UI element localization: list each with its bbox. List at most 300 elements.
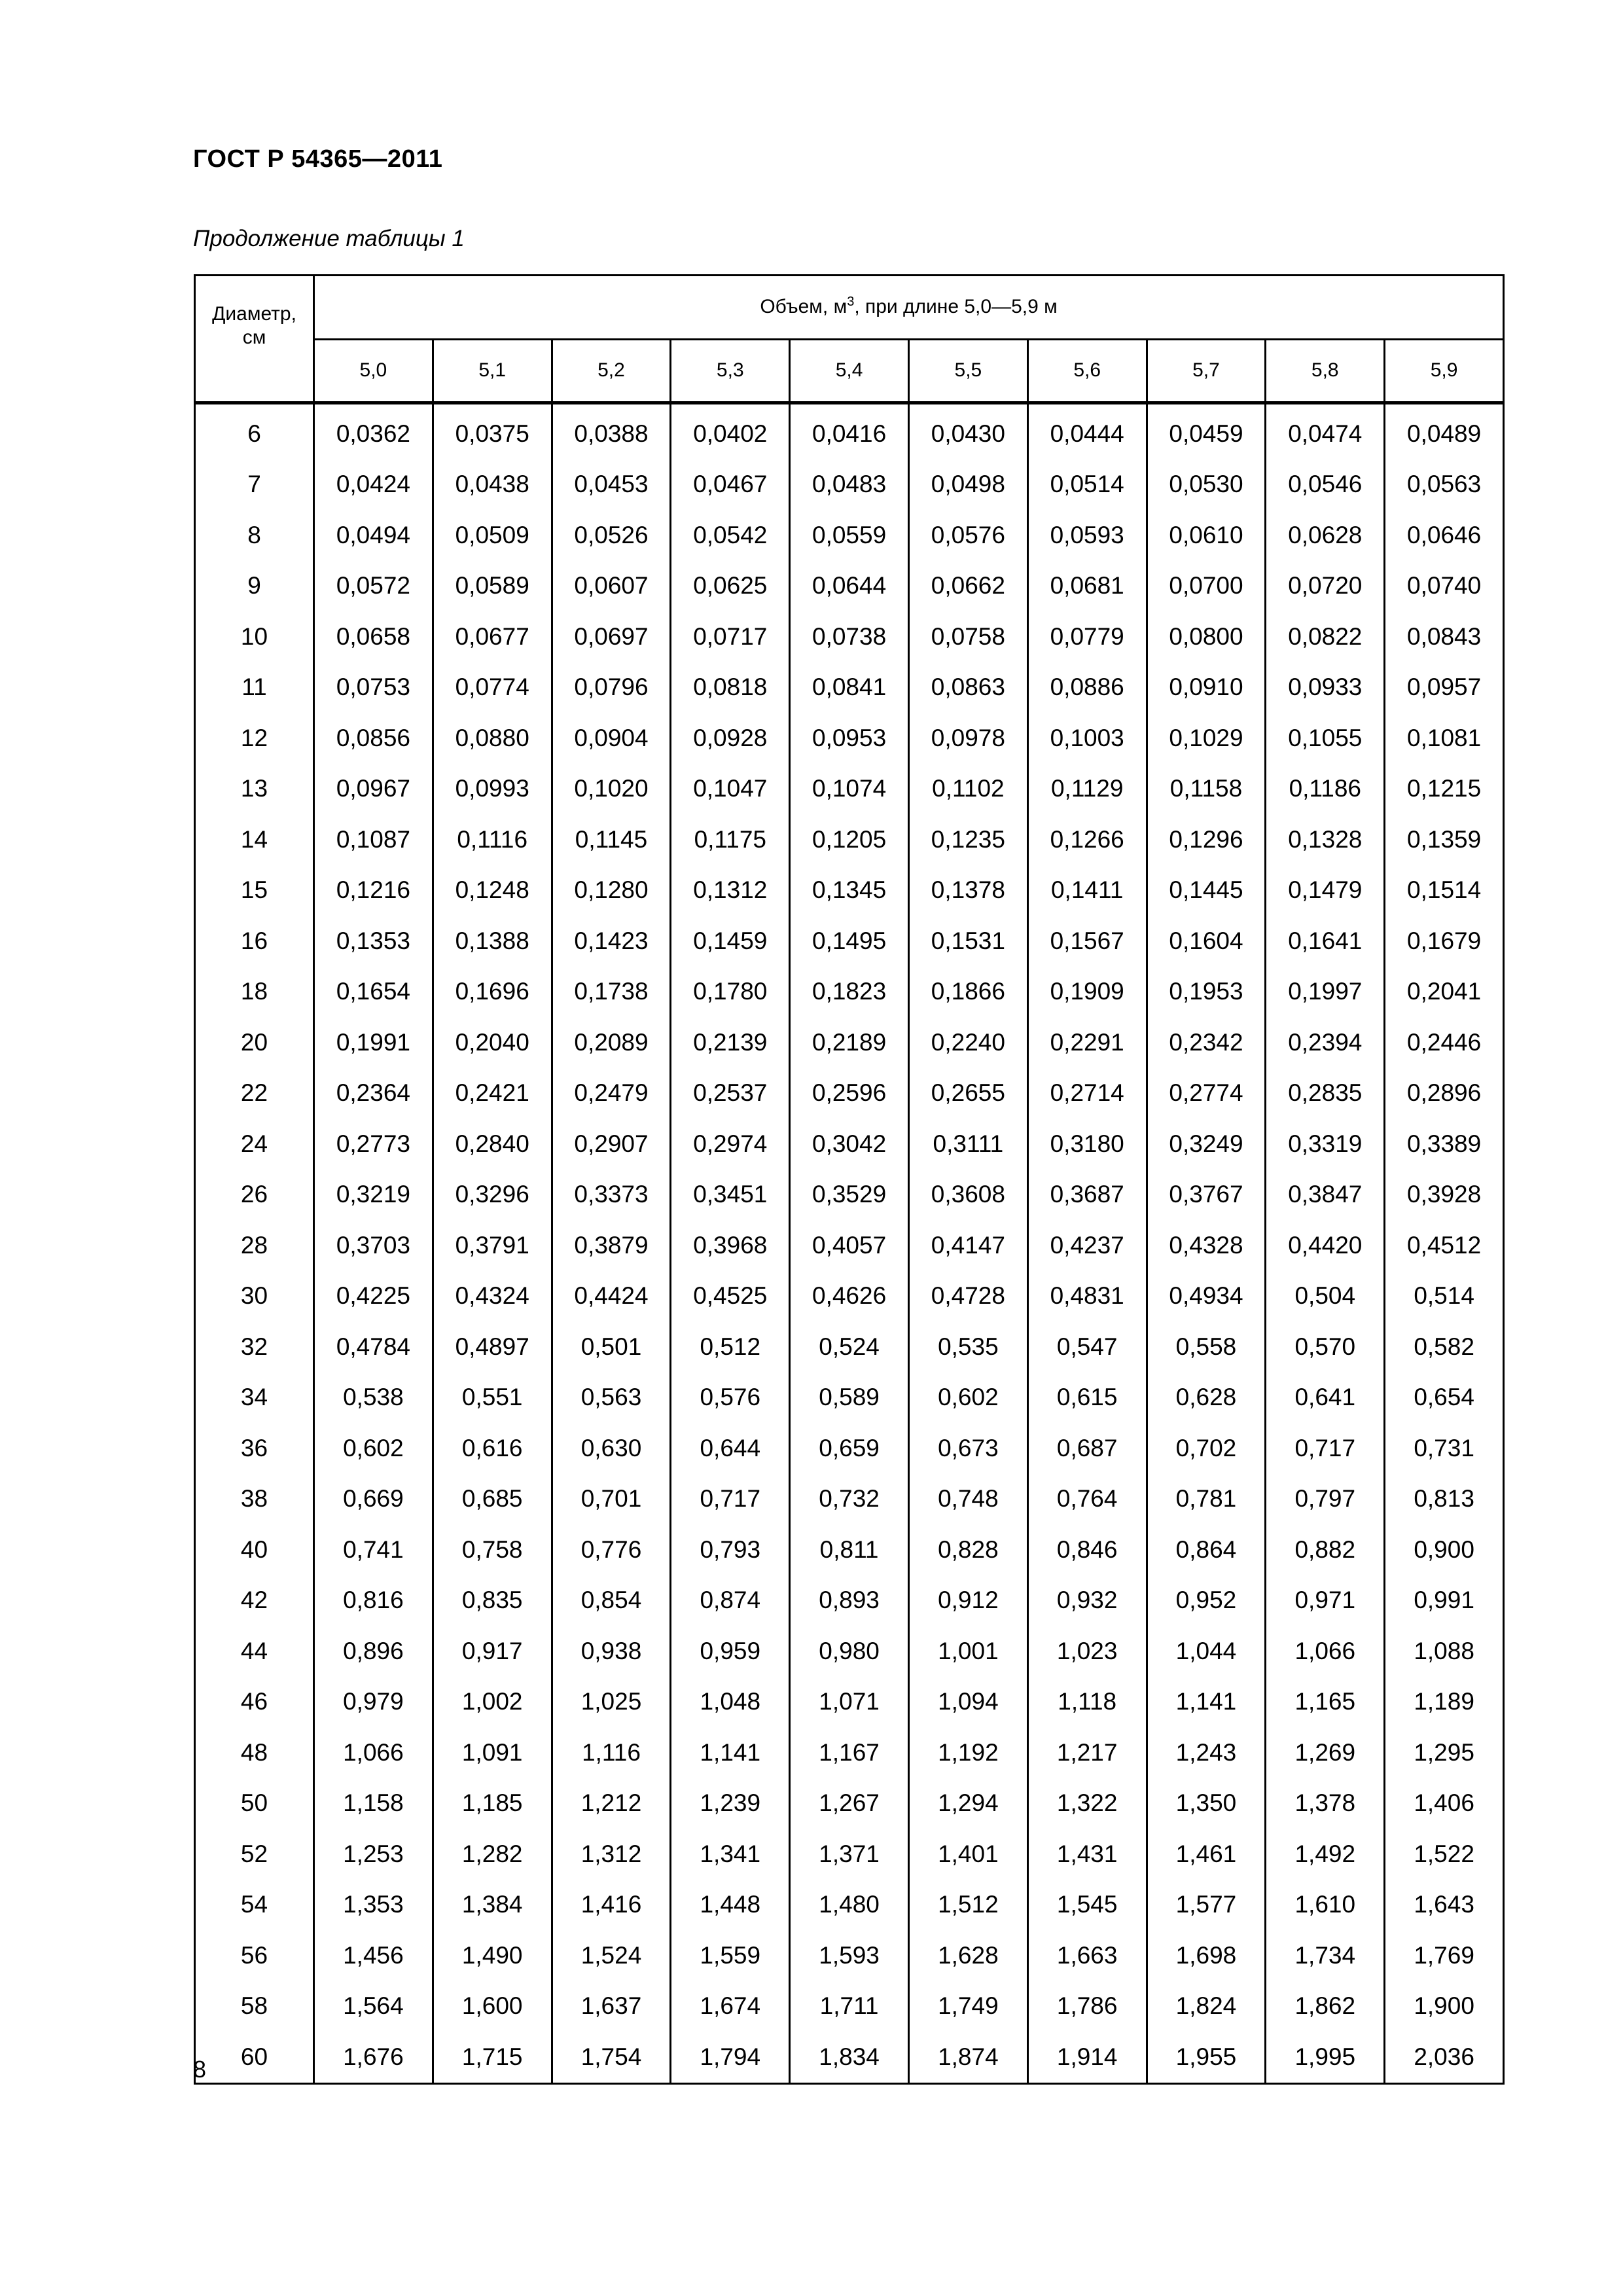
volume-cell: 0,514 [1385, 1271, 1504, 1322]
volume-cell: 0,3791 [433, 1220, 552, 1271]
volume-cell: 1,239 [671, 1778, 790, 1829]
volume-cell: 0,0542 [671, 510, 790, 561]
volume-cell: 1,001 [908, 1626, 1027, 1677]
diameter-cell: 14 [195, 814, 314, 865]
diameter-cell: 42 [195, 1575, 314, 1626]
diameter-cell: 26 [195, 1170, 314, 1221]
volume-cell: 0,2774 [1147, 1068, 1266, 1119]
volume-cell: 0,1909 [1027, 967, 1147, 1018]
volume-cell: 0,576 [671, 1372, 790, 1424]
volume-cell: 1,490 [433, 1930, 552, 1981]
volume-cell: 0,1116 [433, 814, 552, 865]
volume-cell: 0,864 [1147, 1524, 1266, 1575]
volume-cell: 0,900 [1385, 1524, 1504, 1575]
diameter-cell: 46 [195, 1677, 314, 1728]
diameter-cell: 22 [195, 1068, 314, 1119]
volume-cell: 0,3879 [552, 1220, 671, 1271]
volume-cell: 0,0625 [671, 561, 790, 612]
volume-cell: 0,0424 [314, 459, 433, 511]
volume-cell: 0,685 [433, 1474, 552, 1525]
volume-cell: 0,2040 [433, 1017, 552, 1068]
volume-cell: 0,1823 [790, 967, 909, 1018]
volume-cell: 0,1641 [1266, 916, 1385, 967]
table-row [195, 1170, 1504, 1221]
volume-cell: 0,2835 [1266, 1068, 1385, 1119]
length-header-cell: 5,7 [1147, 339, 1266, 403]
volume-cell: 1,141 [1147, 1677, 1266, 1728]
volume-cell: 0,538 [314, 1372, 433, 1424]
volume-cell: 1,600 [433, 1981, 552, 2032]
volume-cell: 0,0779 [1027, 611, 1147, 662]
diameter-cell: 11 [195, 662, 314, 713]
volume-cell: 0,1567 [1027, 916, 1147, 967]
volume-cell: 0,781 [1147, 1474, 1266, 1525]
diameter-cell: 13 [195, 764, 314, 815]
volume-cell: 0,979 [314, 1677, 433, 1728]
volume-cell: 0,0489 [1385, 403, 1504, 459]
volume-cell: 0,932 [1027, 1575, 1147, 1626]
volume-cell: 0,702 [1147, 1423, 1266, 1474]
table-row [195, 1321, 1504, 1372]
volume-header-suffix: , при длине 5,0—5,9 м [854, 296, 1058, 318]
volume-cell: 0,896 [314, 1626, 433, 1677]
volume-cell: 0,1679 [1385, 916, 1504, 967]
document-title: ГОСТ Р 54365—2011 [193, 145, 443, 173]
volume-cell: 1,269 [1266, 1727, 1385, 1778]
volume-cell: 0,1495 [790, 916, 909, 967]
table-row [195, 1220, 1504, 1271]
volume-cell: 1,610 [1266, 1880, 1385, 1931]
table-row [195, 814, 1504, 865]
volume-cell: 1,023 [1027, 1626, 1147, 1677]
volume-cell: 0,0953 [790, 713, 909, 764]
volume-cell: 1,295 [1385, 1727, 1504, 1778]
diameter-cell: 12 [195, 713, 314, 764]
volume-cell: 0,602 [314, 1423, 433, 1474]
volume-cell: 0,0362 [314, 403, 433, 459]
volume-cell: 1,512 [908, 1880, 1027, 1931]
volume-cell: 0,641 [1266, 1372, 1385, 1424]
volume-cell: 0,4784 [314, 1321, 433, 1372]
table-row [195, 1880, 1504, 1931]
volume-cell: 0,1991 [314, 1017, 433, 1068]
volume-cell: 0,0576 [908, 510, 1027, 561]
volume-cell: 0,0494 [314, 510, 433, 561]
volume-cell: 0,741 [314, 1524, 433, 1575]
volume-cell: 0,0800 [1147, 611, 1266, 662]
volume-cell: 0,1738 [552, 967, 671, 1018]
volume-cell: 1,874 [908, 2032, 1027, 2083]
volume-cell: 0,1055 [1266, 713, 1385, 764]
table-row [195, 1981, 1504, 2032]
volume-cell: 0,882 [1266, 1524, 1385, 1575]
table-row [195, 1575, 1504, 1626]
volume-cell: 0,0904 [552, 713, 671, 764]
volume-cell: 0,1145 [552, 814, 671, 865]
diameter-cell: 30 [195, 1271, 314, 1322]
table-row [195, 2032, 1504, 2083]
volume-cell: 0,1696 [433, 967, 552, 1018]
volume-cell: 1,066 [314, 1727, 433, 1778]
volume-cell: 0,952 [1147, 1575, 1266, 1626]
volume-cell: 0,959 [671, 1626, 790, 1677]
volume-cell: 0,828 [908, 1524, 1027, 1575]
volume-cell: 1,091 [433, 1727, 552, 1778]
volume-cell: 0,0841 [790, 662, 909, 713]
volume-cell: 0,811 [790, 1524, 909, 1575]
volume-cell: 0,2089 [552, 1017, 671, 1068]
diameter-cell: 58 [195, 1981, 314, 2032]
volume-cell: 0,2041 [1385, 967, 1504, 1018]
volume-cell: 0,1129 [1027, 764, 1147, 815]
table-row [195, 865, 1504, 916]
volume-cell: 0,813 [1385, 1474, 1504, 1525]
volume-cell: 0,582 [1385, 1321, 1504, 1372]
volume-cell: 0,0843 [1385, 611, 1504, 662]
volume-cell: 0,1866 [908, 967, 1027, 1018]
volume-cell: 1,116 [552, 1727, 671, 1778]
volume-cell: 0,1312 [671, 865, 790, 916]
volume-cell: 0,659 [790, 1423, 909, 1474]
volume-cell: 1,371 [790, 1829, 909, 1880]
volume-cell: 0,0658 [314, 611, 433, 662]
volume-cell: 0,1235 [908, 814, 1027, 865]
volume-cell: 0,0546 [1266, 459, 1385, 511]
volume-cell: 0,654 [1385, 1372, 1504, 1424]
volume-cell: 0,3373 [552, 1170, 671, 1221]
volume-cell: 1,416 [552, 1880, 671, 1931]
volume-cell: 0,4728 [908, 1271, 1027, 1322]
volume-cell: 0,630 [552, 1423, 671, 1474]
page-number: 8 [193, 2056, 207, 2083]
volume-cell: 0,3042 [790, 1119, 909, 1170]
volume-cell: 2,036 [1385, 2032, 1504, 2083]
volume-cell: 1,350 [1147, 1778, 1266, 1829]
table-row [195, 764, 1504, 815]
volume-table [194, 274, 1505, 2085]
volume-cell: 1,212 [552, 1778, 671, 1829]
volume-cell: 1,384 [433, 1880, 552, 1931]
volume-cell: 0,1266 [1027, 814, 1147, 865]
volume-cell: 0,0753 [314, 662, 433, 713]
volume-cell: 0,0700 [1147, 561, 1266, 612]
volume-cell: 0,0758 [908, 611, 1027, 662]
table-caption: Продолжение таблицы 1 [193, 226, 465, 251]
volume-cell: 1,456 [314, 1930, 433, 1981]
table-row [195, 1423, 1504, 1474]
volume-cell: 1,189 [1385, 1677, 1504, 1728]
table-row [195, 662, 1504, 713]
volume-cell: 0,2421 [433, 1068, 552, 1119]
volume-cell: 0,1186 [1266, 764, 1385, 815]
volume-cell: 0,501 [552, 1321, 671, 1372]
volume-cell: 0,602 [908, 1372, 1027, 1424]
volume-cell: 1,577 [1147, 1880, 1266, 1931]
volume-cell: 0,2189 [790, 1017, 909, 1068]
volume-cell: 1,141 [671, 1727, 790, 1778]
volume-cell: 0,0928 [671, 713, 790, 764]
volume-cell: 0,874 [671, 1575, 790, 1626]
volume-cell: 0,1378 [908, 865, 1027, 916]
volume-cell: 0,0957 [1385, 662, 1504, 713]
volume-cell: 1,794 [671, 2032, 790, 2083]
volume-cell: 0,0822 [1266, 611, 1385, 662]
volume-cell: 0,547 [1027, 1321, 1147, 1372]
volume-cell: 1,267 [790, 1778, 909, 1829]
volume-cell: 0,4420 [1266, 1220, 1385, 1271]
volume-cell: 0,1175 [671, 814, 790, 865]
volume-cell: 1,217 [1027, 1727, 1147, 1778]
length-header-cell: 5,5 [908, 339, 1027, 403]
volume-cell: 0,0375 [433, 403, 552, 459]
volume-cell: 0,1087 [314, 814, 433, 865]
volume-cell: 1,914 [1027, 2032, 1147, 2083]
length-header-cell: 5,3 [671, 339, 790, 403]
volume-cell: 0,1328 [1266, 814, 1385, 865]
table-row [195, 459, 1504, 511]
volume-cell: 0,912 [908, 1575, 1027, 1626]
volume-cell: 0,0856 [314, 713, 433, 764]
volume-cell: 0,2291 [1027, 1017, 1147, 1068]
volume-cell: 0,0910 [1147, 662, 1266, 713]
volume-cell: 1,995 [1266, 2032, 1385, 2083]
volume-cell: 0,938 [552, 1626, 671, 1677]
volume-cell: 1,545 [1027, 1880, 1147, 1931]
volume-cell: 0,0677 [433, 611, 552, 662]
volume-cell: 0,0526 [552, 510, 671, 561]
volume-cell: 1,118 [1027, 1677, 1147, 1728]
volume-cell: 0,4626 [790, 1271, 909, 1322]
volume-cell: 0,2394 [1266, 1017, 1385, 1068]
volume-cell: 1,862 [1266, 1981, 1385, 2032]
volume-cell: 0,835 [433, 1575, 552, 1626]
volume-cell: 0,2537 [671, 1068, 790, 1119]
diameter-cell: 10 [195, 611, 314, 662]
volume-cell: 1,900 [1385, 1981, 1504, 2032]
volume-cell: 0,0563 [1385, 459, 1504, 511]
volume-cell: 0,3389 [1385, 1119, 1504, 1170]
volume-cell: 0,4831 [1027, 1271, 1147, 1322]
volume-cell: 0,1423 [552, 916, 671, 967]
diameter-cell: 16 [195, 916, 314, 967]
volume-cell: 1,786 [1027, 1981, 1147, 2032]
volume-cell: 0,1654 [314, 967, 433, 1018]
volume-cell: 0,1604 [1147, 916, 1266, 967]
volume-cell: 0,0644 [790, 561, 909, 612]
volume-cell: 0,1479 [1266, 865, 1385, 916]
volume-cell: 0,991 [1385, 1575, 1504, 1626]
volume-cell: 0,776 [552, 1524, 671, 1575]
volume-cell: 1,480 [790, 1880, 909, 1931]
volume-cell: 0,3968 [671, 1220, 790, 1271]
volume-cell: 0,1514 [1385, 865, 1504, 916]
volume-cell: 0,1102 [908, 764, 1027, 815]
volume-cell: 0,0818 [671, 662, 790, 713]
volume-cell: 0,2655 [908, 1068, 1027, 1119]
diameter-cell: 15 [195, 865, 314, 916]
volume-cell: 1,492 [1266, 1829, 1385, 1880]
volume-cell: 0,731 [1385, 1423, 1504, 1474]
volume-cell: 0,2446 [1385, 1017, 1504, 1068]
volume-cell: 0,3319 [1266, 1119, 1385, 1170]
volume-cell: 0,0444 [1027, 403, 1147, 459]
table-row [195, 611, 1504, 662]
volume-cell: 0,673 [908, 1423, 1027, 1474]
diameter-cell: 52 [195, 1829, 314, 1880]
table-row [195, 967, 1504, 1018]
volume-cell: 0,1953 [1147, 967, 1266, 1018]
volume-cell: 1,282 [433, 1829, 552, 1880]
volume-cell: 0,0738 [790, 611, 909, 662]
table-row [195, 1017, 1504, 1068]
volume-cell: 1,711 [790, 1981, 909, 2032]
volume-cell: 0,1081 [1385, 713, 1504, 764]
volume-cell: 0,0607 [552, 561, 671, 612]
diameter-header-line1: Диаметр, [212, 303, 296, 325]
volume-cell: 1,824 [1147, 1981, 1266, 2032]
volume-cell: 0,0978 [908, 713, 1027, 764]
volume-cell: 1,406 [1385, 1778, 1504, 1829]
volume-cell: 0,1216 [314, 865, 433, 916]
volume-header-sup: 3 [847, 295, 855, 310]
volume-cell: 1,593 [790, 1930, 909, 1981]
volume-cell: 1,524 [552, 1930, 671, 1981]
volume-cell: 0,1205 [790, 814, 909, 865]
volume-cell: 1,044 [1147, 1626, 1266, 1677]
volume-cell: 0,563 [552, 1372, 671, 1424]
volume-cell: 0,0681 [1027, 561, 1147, 612]
volume-cell: 0,3219 [314, 1170, 433, 1221]
volume-cell: 0,0402 [671, 403, 790, 459]
table-row [195, 1524, 1504, 1575]
volume-cell: 0,0498 [908, 459, 1027, 511]
volume-cell: 0,0740 [1385, 561, 1504, 612]
volume-cell: 0,3180 [1027, 1119, 1147, 1170]
volume-cell: 0,3847 [1266, 1170, 1385, 1221]
volume-cell: 0,0388 [552, 403, 671, 459]
table-row [195, 403, 1504, 459]
diameter-cell: 38 [195, 1474, 314, 1525]
volume-cell: 0,717 [1266, 1423, 1385, 1474]
volume-cell: 0,1459 [671, 916, 790, 967]
volume-cell: 0,3687 [1027, 1170, 1147, 1221]
volume-cell: 0,4897 [433, 1321, 552, 1372]
volume-cell: 0,0993 [433, 764, 552, 815]
volume-cell: 0,2840 [433, 1119, 552, 1170]
diameter-cell: 8 [195, 510, 314, 561]
volume-cell: 1,088 [1385, 1626, 1504, 1677]
volume-cell: 0,0459 [1147, 403, 1266, 459]
volume-cell: 0,0474 [1266, 403, 1385, 459]
volume-cell: 1,628 [908, 1930, 1027, 1981]
volume-cell: 0,0628 [1266, 510, 1385, 561]
volume-cell: 0,3703 [314, 1220, 433, 1271]
volume-cell: 0,1280 [552, 865, 671, 916]
volume-cell: 0,0886 [1027, 662, 1147, 713]
diameter-cell: 32 [195, 1321, 314, 1372]
length-header-row [195, 339, 1504, 403]
volume-cell: 1,312 [552, 1829, 671, 1880]
volume-cell: 0,1997 [1266, 967, 1385, 1018]
length-header-cell: 5,4 [790, 339, 909, 403]
table-row [195, 1677, 1504, 1728]
volume-cell: 0,1296 [1147, 814, 1266, 865]
volume-cell: 0,0589 [433, 561, 552, 612]
volume-cell: 1,071 [790, 1677, 909, 1728]
volume-cell: 1,676 [314, 2032, 433, 2083]
volume-cell: 0,687 [1027, 1423, 1147, 1474]
table-row [195, 1829, 1504, 1880]
volume-cell: 1,955 [1147, 2032, 1266, 2083]
volume-cell: 0,0720 [1266, 561, 1385, 612]
volume-cell: 0,1158 [1147, 764, 1266, 815]
volume-cell: 0,628 [1147, 1372, 1266, 1424]
volume-cell: 0,1345 [790, 865, 909, 916]
volume-cell: 0,4147 [908, 1220, 1027, 1271]
volume-cell: 0,0416 [790, 403, 909, 459]
diameter-header [195, 276, 314, 403]
volume-cell: 0,2139 [671, 1017, 790, 1068]
diameter-cell: 18 [195, 967, 314, 1018]
volume-cell: 0,0483 [790, 459, 909, 511]
volume-cell: 1,002 [433, 1677, 552, 1728]
volume-cell: 0,816 [314, 1575, 433, 1626]
volume-cell: 0,3529 [790, 1170, 909, 1221]
volume-cell: 0,0646 [1385, 510, 1504, 561]
volume-cell: 1,322 [1027, 1778, 1147, 1829]
table-body [195, 403, 1504, 2084]
volume-cell: 0,524 [790, 1321, 909, 1372]
volume-cell: 0,4225 [314, 1271, 433, 1322]
diameter-cell: 24 [195, 1119, 314, 1170]
table-row [195, 1372, 1504, 1424]
volume-cell: 1,715 [433, 2032, 552, 2083]
volume-cell: 1,066 [1266, 1626, 1385, 1677]
table-row [195, 1474, 1504, 1525]
volume-cell: 0,0453 [552, 459, 671, 511]
volume-cell: 1,431 [1027, 1829, 1147, 1880]
volume-cell: 0,0662 [908, 561, 1027, 612]
volume-cell: 1,341 [671, 1829, 790, 1880]
volume-cell: 0,512 [671, 1321, 790, 1372]
volume-cell: 0,2714 [1027, 1068, 1147, 1119]
volume-cell: 0,917 [433, 1626, 552, 1677]
volume-cell: 0,0967 [314, 764, 433, 815]
volume-cell: 0,893 [790, 1575, 909, 1626]
volume-cell: 0,0509 [433, 510, 552, 561]
diameter-cell: 7 [195, 459, 314, 511]
volume-cell: 1,025 [552, 1677, 671, 1728]
table-row [195, 1727, 1504, 1778]
volume-cell: 1,294 [908, 1778, 1027, 1829]
volume-cell: 0,4512 [1385, 1220, 1504, 1271]
volume-cell: 0,0697 [552, 611, 671, 662]
volume-cell: 0,2907 [552, 1119, 671, 1170]
table-row [195, 1626, 1504, 1677]
volume-cell: 0,0880 [433, 713, 552, 764]
volume-cell: 0,3767 [1147, 1170, 1266, 1221]
volume-cell: 0,2896 [1385, 1068, 1504, 1119]
table-row [195, 1271, 1504, 1322]
volume-cell: 0,4328 [1147, 1220, 1266, 1271]
volume-cell: 0,535 [908, 1321, 1027, 1372]
volume-cell: 0,4237 [1027, 1220, 1147, 1271]
volume-cell: 0,0430 [908, 403, 1027, 459]
volume-cell: 0,3111 [908, 1119, 1027, 1170]
volume-cell: 1,559 [671, 1930, 790, 1981]
table-row [195, 1119, 1504, 1170]
volume-cell: 0,0572 [314, 561, 433, 612]
